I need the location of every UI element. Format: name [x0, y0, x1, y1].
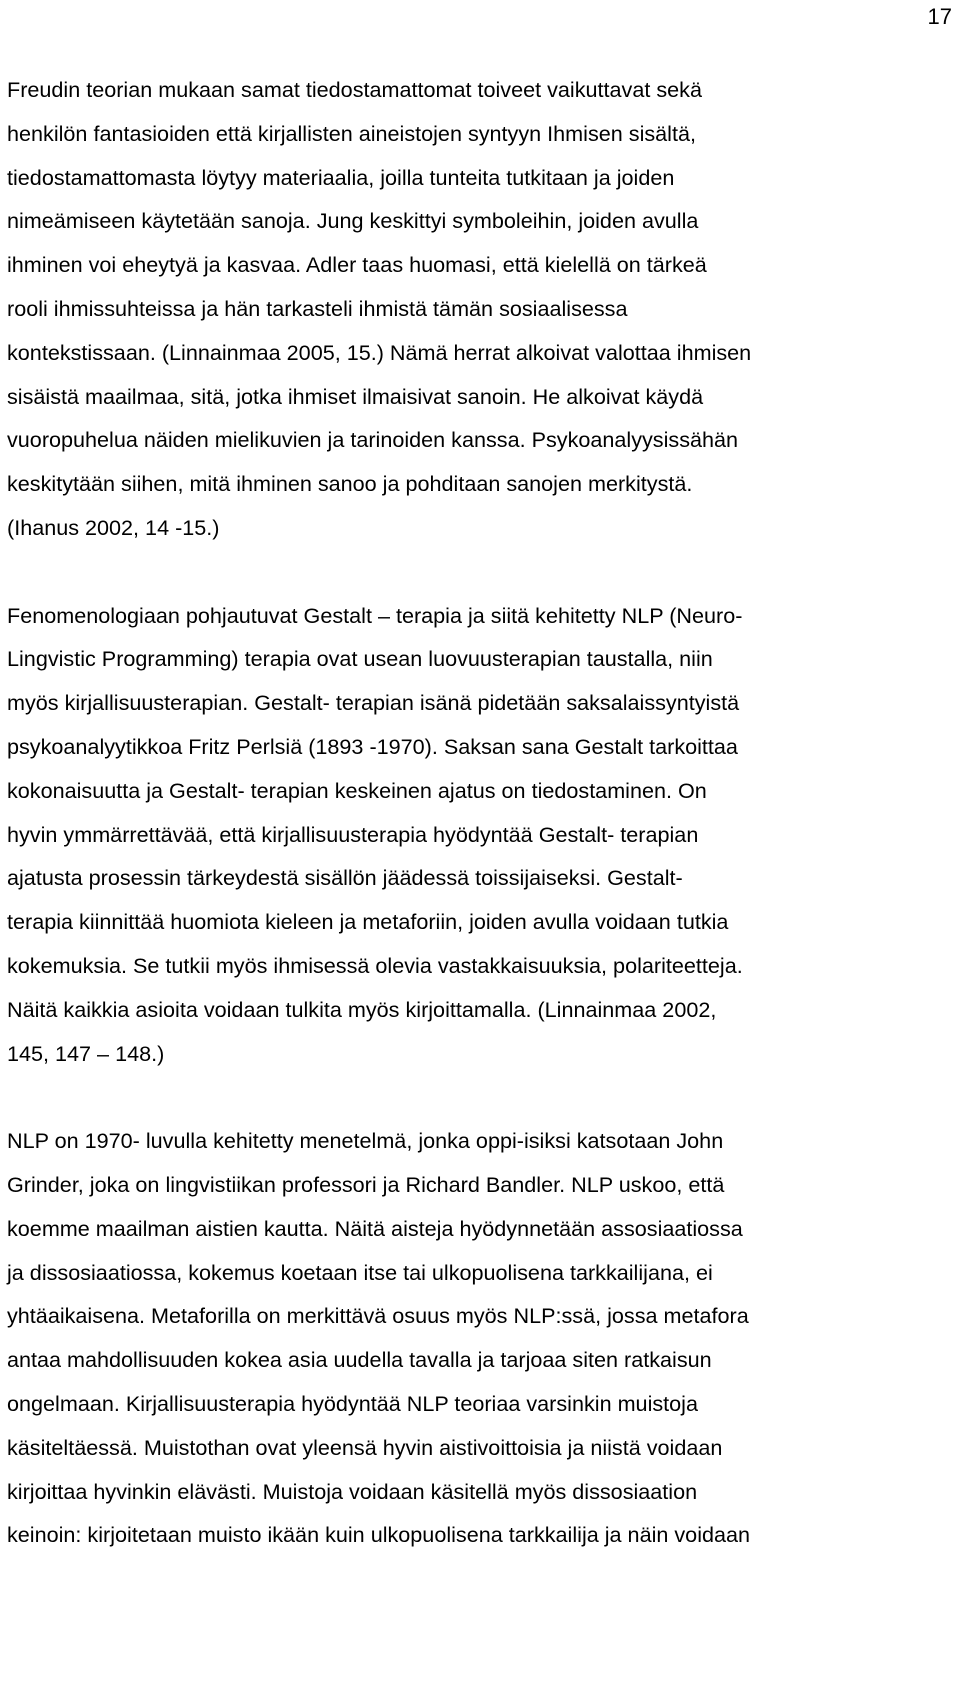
text-line: hyvin ymmärrettävää, että kirjallisuusterapia hyödyntää Gestalt- terapian [7, 821, 699, 847]
text-line: Näitä kaikkia asioita voidaan tulkita myös kirjoittamalla. (Linnainmaa 2002, [7, 996, 717, 1022]
text-line: kontekstissaan. (Linnainmaa 2005, 15.) Nämä herrat alkoivat valottaa ihmisen [7, 339, 752, 365]
text-line: sisäistä maailmaa, sitä, jotka ihmiset ilmaisivat sanoin. He alkoivat käydä [7, 383, 704, 409]
text-line: ja dissosiaatiossa, kokemus koetaan itse tai ulkopuolisena tarkkailijana, ei [7, 1259, 713, 1285]
text-line: koemme maailman aistien kautta. Näitä aisteja hyödynnetään assosiaatiossa [7, 1215, 743, 1241]
text-line: vuoropuhelua näiden mielikuvien ja tarinoiden kanssa. Psykoanalyysissähän [7, 427, 739, 453]
paragraph-nlp [7, 1119, 953, 1557]
body-text [7, 68, 953, 1557]
text-line: keskitytään siihen, mitä ihminen sanoo ja pohditaan sanojen merkitystä. [7, 471, 693, 497]
text-line: NLP on 1970- luvulla kehitetty menetelmä, jonka oppi-isiksi katsotaan John [7, 1128, 724, 1154]
text-line: 145, 147 – 148.) [7, 1040, 165, 1066]
paragraph-freud-jung-adler [7, 68, 953, 550]
text-line: (Ihanus 2002, 14 -15.) [7, 514, 220, 540]
text-line: Fenomenologiaan pohjautuvat Gestalt – terapia ja siitä kehitetty NLP (Neuro- [7, 602, 743, 628]
text-line: henkilön fantasioiden että kirjallisten aineistojen syntyyn Ihmisen sisältä, [7, 120, 696, 146]
text-line: yhtäaikaisena. Metaforilla on merkittävä osuus myös NLP:ssä, jossa metafora [7, 1303, 749, 1329]
text-line: antaa mahdollisuuden kokea asia uudella tavalla ja tarjoaa siten ratkaisun [7, 1347, 712, 1373]
text-line: Lingvistic Programming) terapia ovat usean luovuusterapian taustalla, niin [7, 646, 713, 672]
text-line: myös kirjallisuusterapian. Gestalt- terapian isänä pidetään saksalaissyntyistä [7, 690, 740, 716]
text-line: kirjoittaa hyvinkin elävästi. Muistoja voidaan käsitellä myös dissosiaation [7, 1478, 698, 1504]
text-line: ongelmaan. Kirjallisuusterapia hyödyntää NLP teoriaa varsinkin muistoja [7, 1390, 698, 1416]
text-line: tiedostamattomasta löytyy materiaalia, joilla tunteita tutkitaan ja joiden [7, 164, 675, 190]
page-number: 17 [927, 4, 952, 29]
text-line: kokemuksia. Se tutkii myös ihmisessä olevia vastakkaisuuksia, polariteetteja. [7, 952, 743, 978]
text-line: kokonaisuutta ja Gestalt- terapian keskeinen ajatus on tiedostaminen. On [7, 777, 707, 803]
text-line: käsiteltäessä. Muistothan ovat yleensä hyvin aistivoittoisia ja niistä voidaan [7, 1434, 723, 1460]
text-line: nimeämiseen käytetään sanoja. Jung keskittyi symboleihin, joiden avulla [7, 208, 699, 234]
paragraph-gestalt [7, 594, 953, 1076]
text-line: keinoin: kirjoitetaan muisto ikään kuin ulkopuolisena tarkkailija ja näin voidaan [7, 1522, 751, 1548]
text-line: Grinder, joka on lingvistiikan professori ja Richard Bandler. NLP uskoo, että [7, 1171, 725, 1197]
text-line: psykoanalyytikkoa Fritz Perlsiä (1893 -1970). Saksan sana Gestalt tarkoittaa [7, 733, 738, 759]
text-line: rooli ihmissuhteissa ja hän tarkasteli ihmistä tämän sosiaalisessa [7, 295, 628, 321]
text-line: Freudin teorian mukaan samat tiedostamattomat toiveet vaikuttavat sekä [7, 77, 702, 102]
text-line: ajatusta prosessin tärkeydestä sisällön jäädessä toissijaiseksi. Gestalt- [7, 865, 683, 891]
text-line: terapia kiinnittää huomiota kieleen ja metaforiin, joiden avulla voidaan tutkia [7, 909, 729, 935]
text-line: ihminen voi eheytyä ja kasvaa. Adler taas huomasi, että kielellä on tärkeä [7, 252, 707, 278]
